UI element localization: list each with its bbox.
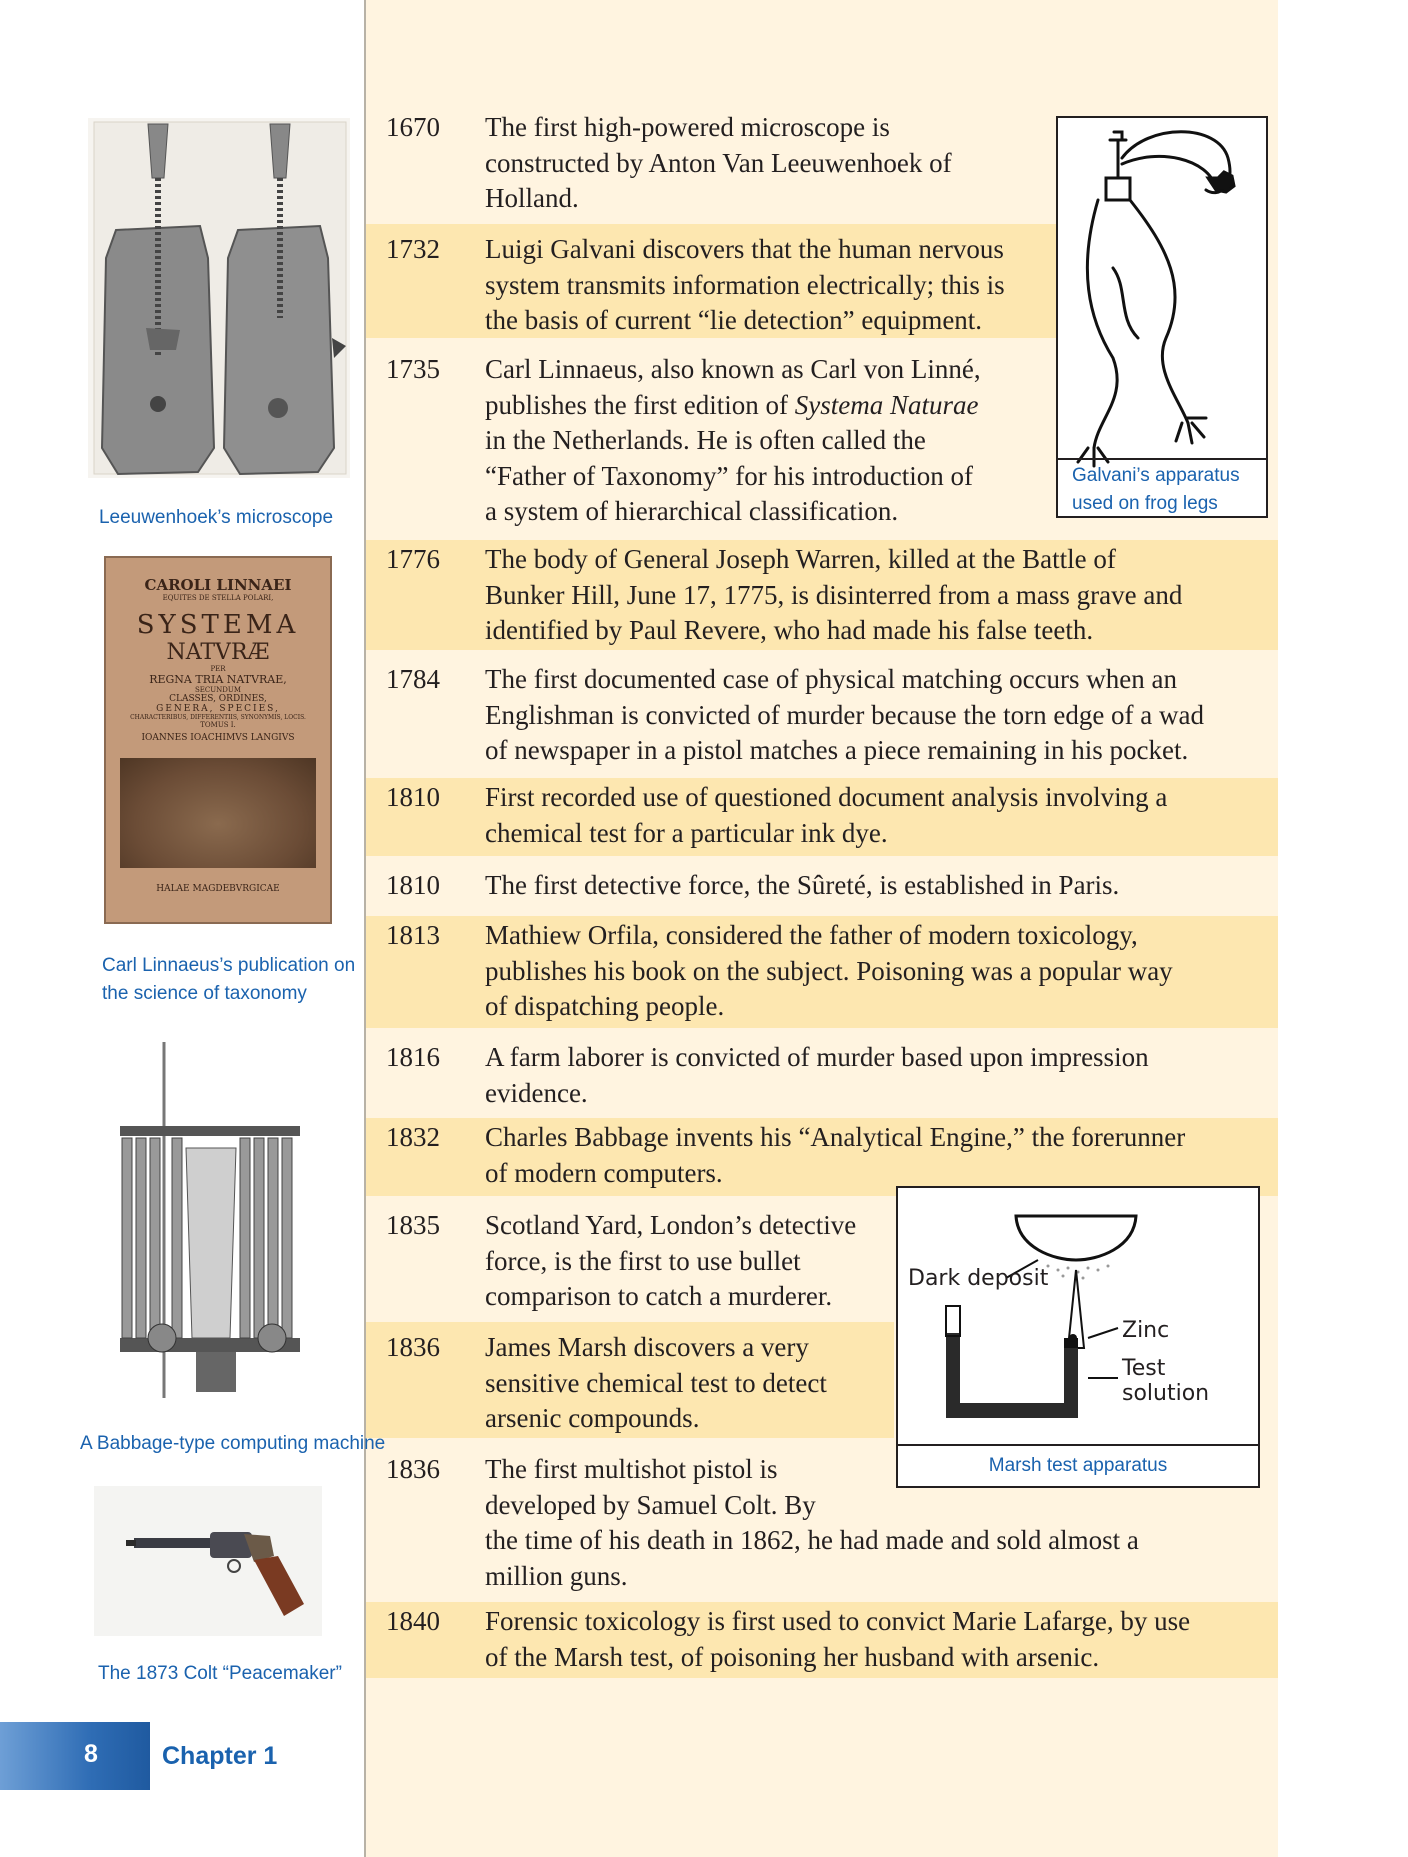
timeline-year: 1735 [386, 354, 440, 384]
galvani-figure [1056, 116, 1268, 518]
timeline-year: 1810 [386, 870, 440, 900]
leeuwenhoek-microscope-image [88, 118, 350, 478]
timeline-text: Luigi Galvani discovers that the human nervous system transmits information electrically; this is the basis of current “lie detection” equipment. [485, 234, 1005, 335]
timeline-year: 1835 [386, 1210, 440, 1240]
babbage-drawing [110, 1038, 314, 1408]
timeline-row-1732 [366, 224, 1058, 338]
galvani-caption: Galvani’s apparatus used on frog legs [1058, 458, 1266, 518]
test-solution-label: Test solution [1122, 1356, 1210, 1406]
timeline-row-1813 [366, 916, 1278, 1028]
timeline-text: Carl Linnaeus, also known as Carl von Linné, publishes the first edition of Systema Naturae in the Netherlands. He is often called the “Father of Taxonomy” for his introduction of a system of hierarchical classification. [485, 354, 981, 526]
timeline-year: 1776 [386, 544, 440, 574]
timeline-text: The body of General Joseph Warren, killed at the Battle of Bunker Hill, June 17, 1775, is disinterred from a mass grave and identified by Paul Revere, who had made his false teeth. [485, 544, 1183, 645]
timeline-row-1840 [366, 1602, 1278, 1678]
caption-systema: Carl Linnaeus’s publication on the science of taxonomy [102, 955, 356, 1004]
babbage-machine-image [110, 1038, 314, 1408]
timeline-text: James Marsh discovers a very sensitive chemical test to detect arsenic compounds. [485, 1332, 827, 1433]
caption-microscope: Leeuwenhoek’s microscope [98, 507, 334, 528]
timeline-text: The first documented case of physical matching occurs when an Englishman is convicted of murder because the torn edge of a wad of newspaper in a pistol matches a piece remaining in his pocket. [485, 664, 1205, 765]
timeline-year: 1832 [386, 1122, 440, 1152]
timeline-year: 1836 [386, 1454, 440, 1484]
colt-revolver-image [94, 1486, 322, 1636]
timeline-year: 1840 [386, 1606, 440, 1636]
caption-colt: The 1873 Colt “Peacemaker” [98, 1663, 342, 1684]
timeline-text: Forensic toxicology is first used to convict Marie Lafarge, by use of the Marsh test, of poisoning her husband with arsenic. [485, 1606, 1191, 1672]
systema-naturae-image: CAROLI LINNAEI EQUITES DE STELLA POLARI, SYSTEMA NATVRÆ PER REGNA TRIA NATVRAE, SECUNDUM CLASSES, ORDINES, GENERA, SPECIES, CHARACTERIBUS, DIFFERENTIIS, SYNONYMIS, LOCIS. TOMUS I. IOANNES IOACHIMVS LANGIVS HALAE MAGDEBVRGICAE [104, 556, 332, 924]
dark-deposit-label: Dark deposit [908, 1266, 1049, 1291]
book-engraving [120, 758, 316, 868]
timeline-year: 1732 [386, 234, 440, 264]
timeline-text: First recorded use of questioned document analysis involving a chemical test for a particular ink dye. [485, 782, 1168, 848]
revolver-drawing [94, 1486, 322, 1636]
timeline-year: 1813 [386, 920, 440, 950]
caption-babbage: A Babbage-type computing machine [80, 1433, 386, 1454]
timeline-row-1784 [366, 650, 1278, 778]
marsh-figure [896, 1186, 1260, 1488]
timeline-year: 1816 [386, 1042, 440, 1072]
footer-bar [0, 1722, 150, 1790]
timeline-year: 1670 [386, 112, 440, 142]
timeline-text: Charles Babbage invents his “Analytical Engine,” the forerunner of modern computers. [485, 1122, 1186, 1188]
timeline-year: 1836 [386, 1332, 440, 1362]
frog-legs-drawing [1058, 118, 1266, 478]
timeline-row-1832 [366, 1118, 1278, 1196]
chapter-label: Chapter 1 [162, 1742, 278, 1770]
timeline-text: The first detective force, the Sûreté, is established in Paris. [485, 870, 1120, 900]
timeline-text: Mathiew Orfila, considered the father of modern toxicology, publishes his book on the subject. Poisoning was a popular way of dispatching people. [485, 920, 1173, 1021]
timeline-row-1836a [366, 1322, 894, 1438]
timeline-year: 1784 [386, 664, 440, 694]
zinc-label: Zinc [1122, 1318, 1170, 1343]
timeline-row-1816 [366, 1028, 1278, 1118]
timeline-text: The first multishot pistol is developed by Samuel Colt. By the time of his death in 1862, he had made and sold almost a million guns. [485, 1454, 1139, 1591]
marsh-caption: Marsh test apparatus [898, 1444, 1258, 1488]
page-number: 8 [84, 1740, 98, 1768]
timeline-row-1776 [366, 540, 1278, 650]
microscope-drawing [88, 118, 350, 478]
timeline-year: 1810 [386, 782, 440, 812]
timeline-text: Scotland Yard, London’s detective force, is the first to use bullet comparison to catch a murderer. [485, 1210, 857, 1311]
timeline-text: A farm laborer is convicted of murder based upon impression evidence. [485, 1042, 1149, 1108]
footer-divider [150, 1722, 152, 1790]
timeline-row-1810a [366, 778, 1278, 856]
timeline-row-1810b [366, 856, 1278, 916]
timeline-text: The first high-powered microscope is constructed by Anton Van Leeuwenhoek of Holland. [485, 112, 952, 213]
